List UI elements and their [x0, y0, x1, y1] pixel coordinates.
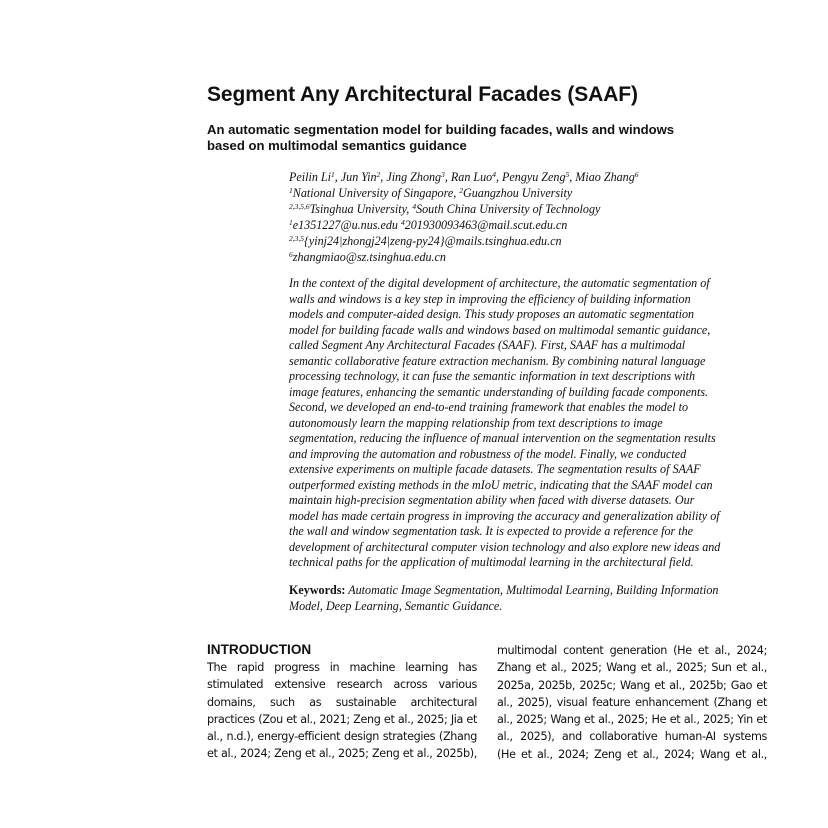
author-block	[289, 169, 759, 265]
author-name: Peilin Li	[289, 170, 331, 184]
body-line: 2025a, 2025b, 2025c; Wang et al., 2025b; Gao et	[497, 678, 767, 692]
abstract-line: models and computer-aided design. This study proposes an automatic segmentation	[289, 307, 695, 321]
keywords-text: Model, Deep Learning, Semantic Guidance.	[289, 598, 503, 613]
body-line: practices (Zou et al., 2021; Zeng et al., 2025; Jia et	[207, 712, 477, 726]
affiliation-marker: 2	[376, 170, 381, 179]
paper-title: Segment Any Architectural Facades (SAAF)	[207, 83, 638, 106]
body-line: al., 2025; Wang et al., 2025; He et al., 2025; Yin et	[497, 713, 767, 727]
abstract-line: processing technology, it can fuse the semantic information in text descriptions with	[289, 369, 695, 383]
abstract-line: image features, enhancing the semantic understanding of building facade components.	[289, 384, 709, 399]
abstract-line: development of architectural computer vision technology and also explore new ideas and	[289, 539, 721, 554]
affiliation-marker: 2,3,5	[289, 234, 304, 243]
abstract-line: technical paths for the application of multimodal learning in the architectural field.	[289, 555, 694, 569]
abstract-line: and improving the automation and robustness of the model. Finally, we conducted	[289, 446, 687, 461]
abstract-line: the wall and window segmentation task. It is expected to provide a reference for the	[289, 524, 694, 538]
affiliation-marker: 2	[459, 186, 464, 195]
affiliation-marker: 6	[634, 170, 639, 179]
abstract-line: walls and windows is a key step in improving the efficiency of building information	[289, 291, 691, 306]
abstract-line: autonomously learn the mapping relationship from text descriptions to image	[289, 415, 663, 430]
author-names	[289, 169, 759, 185]
subtitle-line: based on multimodal semantics guidance	[207, 137, 467, 153]
body-line: (He et al., 2024; Zeng et al., 2024; Wang et al.,	[497, 747, 767, 761]
abstract-line: model for building facade walls and windows based on multimodal semantic guidance,	[289, 322, 711, 337]
body-line: al., 2025), visual feature enhancement (Zhang et	[497, 695, 767, 709]
author-name: Jun Yin	[340, 170, 377, 184]
separator: ,	[495, 170, 503, 184]
keywords	[289, 583, 767, 614]
affiliation-marker: 4	[412, 202, 417, 211]
author-name: Pengyu Zeng	[502, 170, 566, 184]
affiliation-text: Tsinghua University,	[309, 202, 413, 216]
abstract-line: Second, we developed an end-to-end training framework that enables the model to	[289, 400, 689, 414]
abstract-line: maintain high-precision segmentation ability when faced with diverse datasets. Our	[289, 493, 695, 507]
email-text: {yinj24|zhongj24|zeng-py24}@mails.tsinghua.edu.cn	[304, 234, 562, 248]
abstract-line: semantic collaborative feature extraction mechanism. By combining natural language	[289, 353, 706, 368]
keywords-text: Automatic Image Segmentation, Multimodal Learning, Building Information	[345, 583, 719, 597]
keywords-label: Keywords:	[289, 583, 346, 597]
body-line: multimodal content generation (He et al., 2024;	[497, 644, 767, 657]
separator: ,	[569, 170, 576, 184]
abstract-line: In the context of the digital development of architecture, the automatic segmentation of	[289, 276, 710, 290]
affiliation-line	[289, 201, 759, 217]
affiliation-marker: 4	[400, 218, 405, 227]
affiliation-marker: 1	[289, 186, 293, 195]
email-text: zhangmiao@sz.tsinghua.edu.cn	[292, 250, 446, 264]
separator: ,	[444, 170, 451, 184]
abstract-line: extensive experiments on multiple facade datasets. The segmentation results of SAAF	[289, 462, 701, 476]
affiliation-line	[289, 185, 759, 201]
affiliation-text: South China University of Technology	[416, 202, 601, 216]
abstract-line: segmentation, reducing the influence of manual intervention on the segmentation results	[289, 431, 716, 445]
intro-right-column	[497, 642, 767, 763]
author-name: Ran Luo	[450, 170, 493, 184]
abstract-line: outperformed existing methods in the mIoU metric, indicating that the SAAF model can	[289, 477, 713, 492]
affiliation-marker: 3	[441, 170, 445, 179]
email-text: e1351227@u.nus.edu	[292, 218, 401, 232]
intro-left-column	[207, 659, 477, 763]
paper-subtitle	[207, 122, 747, 153]
abstract-line: model has made certain progress in improving the accuracy and generalization ability of	[289, 508, 720, 523]
abstract	[289, 276, 767, 571]
body-line: stimulated extensive research across various	[207, 678, 477, 692]
email-line	[289, 233, 759, 249]
abstract-line: called Segment Any Architectural Facades (SAAF). First, SAAF has a multimodal	[289, 338, 686, 352]
keywords-line	[289, 599, 767, 615]
author-name: Miao Zhang	[575, 170, 635, 184]
body-line: al., n.d.), energy-efficient design strategies (Zhang	[207, 730, 477, 744]
separator: ,	[334, 170, 341, 184]
body-line: Zhang et al., 2025; Wang et al., 2025; Sun et al.,	[497, 661, 767, 675]
email-text: 201930093463@mail.scut.edu.cn	[404, 218, 568, 232]
author-name: Jing Zhong	[386, 170, 442, 184]
email-line	[289, 249, 759, 265]
body-line: et al., 2024; Zeng et al., 2025; Zeng et al., 2025b),	[207, 747, 477, 761]
affiliation-text: National University of Singapore,	[292, 186, 460, 200]
affiliation-marker: 1	[331, 170, 335, 179]
body-line: domains, such as sustainable architectural	[207, 695, 477, 709]
affiliation-marker: 2,3,5,6	[289, 202, 310, 211]
affiliation-marker: 6	[289, 250, 293, 259]
affiliation-text: Guangzhou University	[463, 186, 573, 200]
body-line: al., 2025), and collaborative human-AI systems	[497, 730, 767, 744]
subtitle-line: An automatic segmentation model for building facades, walls and windows	[207, 122, 675, 137]
separator: ,	[380, 170, 387, 184]
email-line	[289, 217, 759, 233]
keywords-line	[289, 583, 767, 599]
affiliation-marker: 1	[289, 218, 293, 227]
affiliation-marker: 4	[492, 170, 496, 179]
body-line: The rapid progress in machine learning has	[207, 661, 477, 674]
section-heading-introduction: INTRODUCTION	[207, 642, 312, 657]
affiliation-marker: 5	[565, 170, 570, 179]
